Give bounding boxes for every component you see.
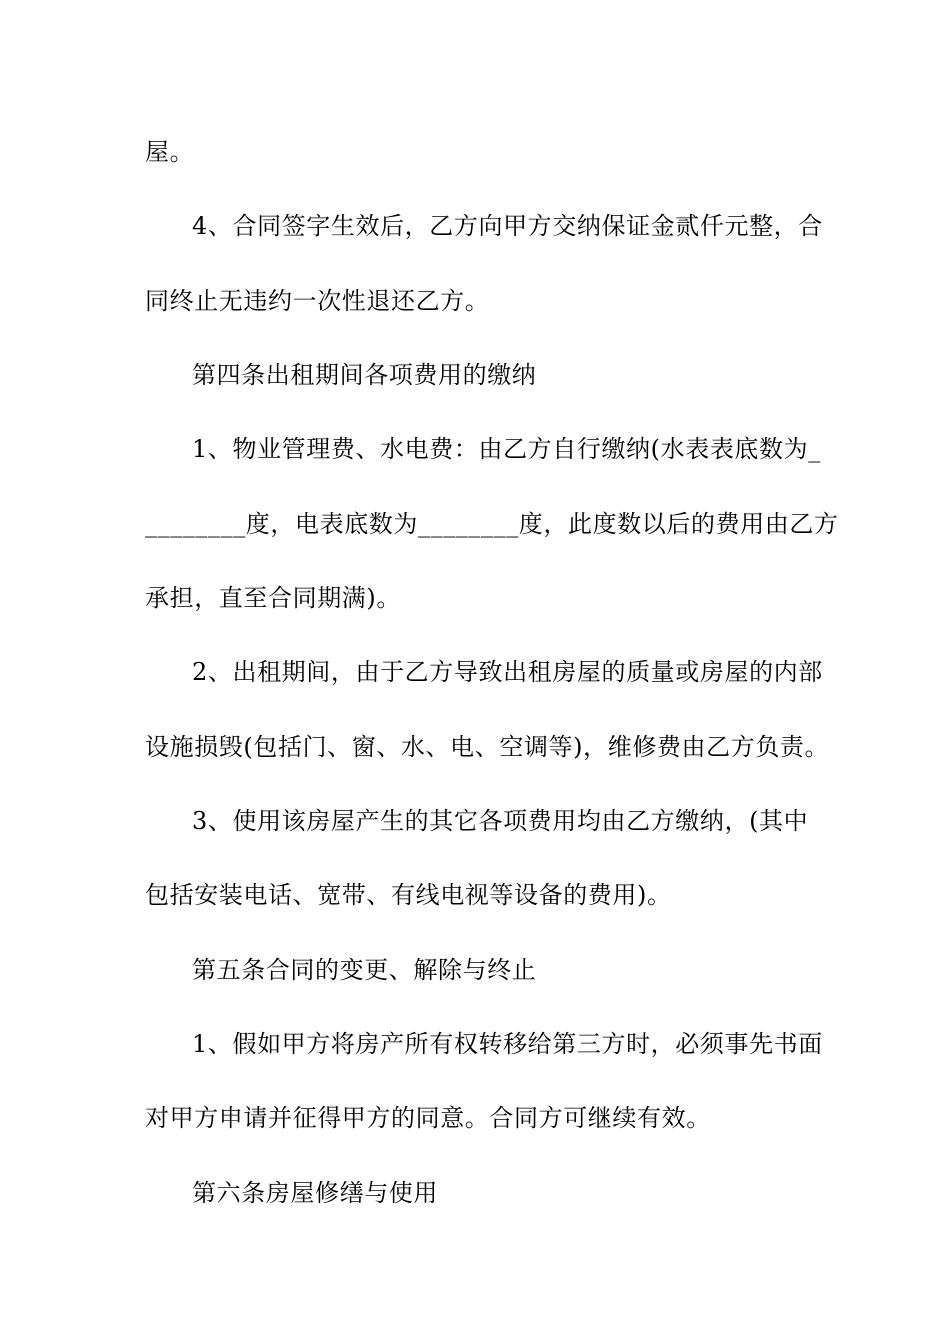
text-line-8: 2、出租期间，由于乙方导致出租房屋的质量或房屋的内部 [192, 658, 823, 686]
text-line-11: 包括安装电话、宽带、有线电视等设备的费用)。 [145, 881, 672, 909]
text-line-6: ________度，电表底数为________度，此度数以后的费用由乙方 [145, 510, 839, 538]
text-line-9: 设施损毁(包括门、窗、水、电、空调等)，维修费由乙方负责。 [145, 733, 830, 761]
section-heading-4: 第四条出租期间各项费用的缴纳 [192, 361, 537, 389]
text-line-3: 同终止无违约一次性退还乙方。 [145, 287, 490, 315]
text-line-7: 承担，直至合同期满)。 [145, 584, 401, 612]
text-line-5: 1、物业管理费、水电费：由乙方自行缴纳(水表表底数为_ [192, 435, 821, 463]
text-line-14: 对甲方申请并征得甲方的同意。合同方可继续有效。 [145, 1104, 711, 1132]
text-line-13: 1、假如甲方将房产所有权转移给第三方时，必须事先书面 [192, 1030, 823, 1058]
section-heading-5: 第五条合同的变更、解除与终止 [192, 956, 537, 984]
text-line-2: 4、合同签字生效后，乙方向甲方交纳保证金贰仟元整，合 [192, 212, 823, 240]
text-line-1: 屋。 [145, 138, 195, 166]
text-line-10: 3、使用该房屋产生的其它各项费用均由乙方缴纳，(其中 [192, 807, 809, 835]
section-heading-6: 第六条房屋修缮与使用 [192, 1179, 438, 1207]
